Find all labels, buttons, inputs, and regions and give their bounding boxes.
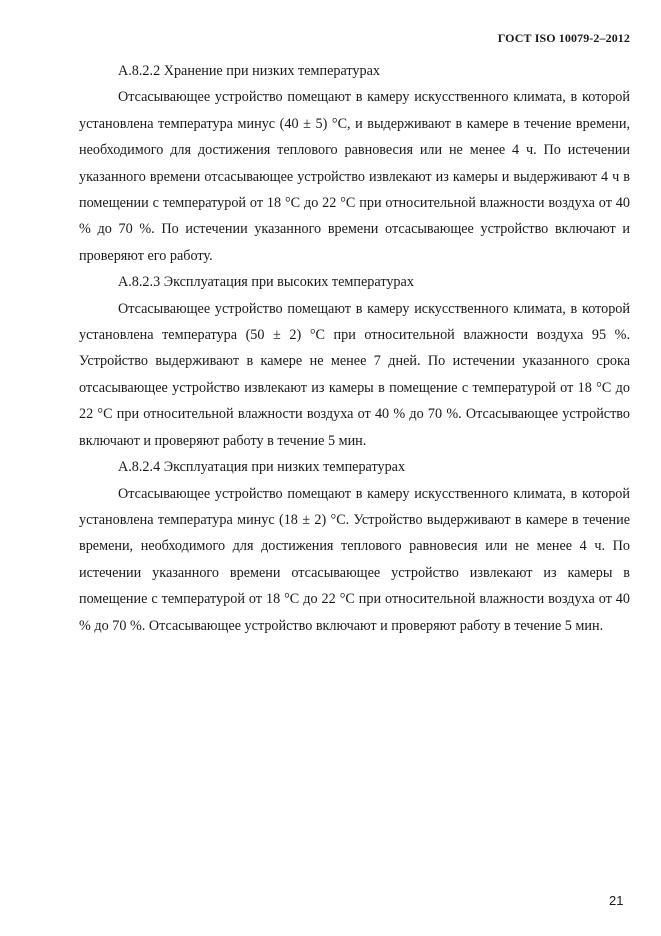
section-heading-a822: А.8.2.2 Хранение при низких температурах xyxy=(118,63,380,79)
page-number: 21 xyxy=(609,893,624,908)
standard-id-header: ГОСТ ISO 10079-2–2012 xyxy=(497,31,630,45)
section-text-a823: Отсасывающее устройство помещают в камеру искусственного климата, в которой установлена температура (50 ± 2) °С при относительной влажности воздуха 95 %. Устройство выдерживают в камере не менее 7 дней. По истечении указанного срока отсасывающее устройство извлекают из камеры в помещение с температурой от 18 °С до 22 °С при относительной влажности воздуха от 40 % до 70 %. Отсасывающее устройство включают и проверяют работу в течение 5 мин. xyxy=(79,300,630,449)
document-body xyxy=(79,58,630,639)
section-heading-a823: А.8.2.3 Эксплуатация при высоких температурах xyxy=(118,274,414,291)
section-text-a822: Отсасывающее устройство помещают в камеру искусственного климата, в которой установлена температура минус (40 ± 5) °С, и выдерживают в камере в течение времени, необходимого для достижения теплового равновесия или не менее 4 ч. По истечении указанного времени отсасывающее устройство извлекают из камеры и выдерживают 4 ч в помещении с температурой от 18 °С до 22 °С при относительной влажности воздуха от 40 % до 70 %. По истечении указанного времени отсасывающее устройство включают и проверяют его работу. xyxy=(79,89,630,264)
section-text-a824: Отсасывающее устройство помещают в камеру искусственного климата, в которой установлена температура минус (18 ± 2) °С. Устройство выдерживают в камере в течение времени, необходимого для достижения теплового равновесия или не менее 4 ч. По истечении указанного времени отсасывающее устройство извлекают из камеры в помещение с температурой от 18 °С до 22 °С при относительной влажности воздуха от 40 % до 70 %. Отсасывающее устройство включают и проверяют работу в течение 5 мин. xyxy=(79,485,630,634)
section-heading-a824: А.8.2.4 Эксплуатация при низких температурах xyxy=(118,459,406,476)
